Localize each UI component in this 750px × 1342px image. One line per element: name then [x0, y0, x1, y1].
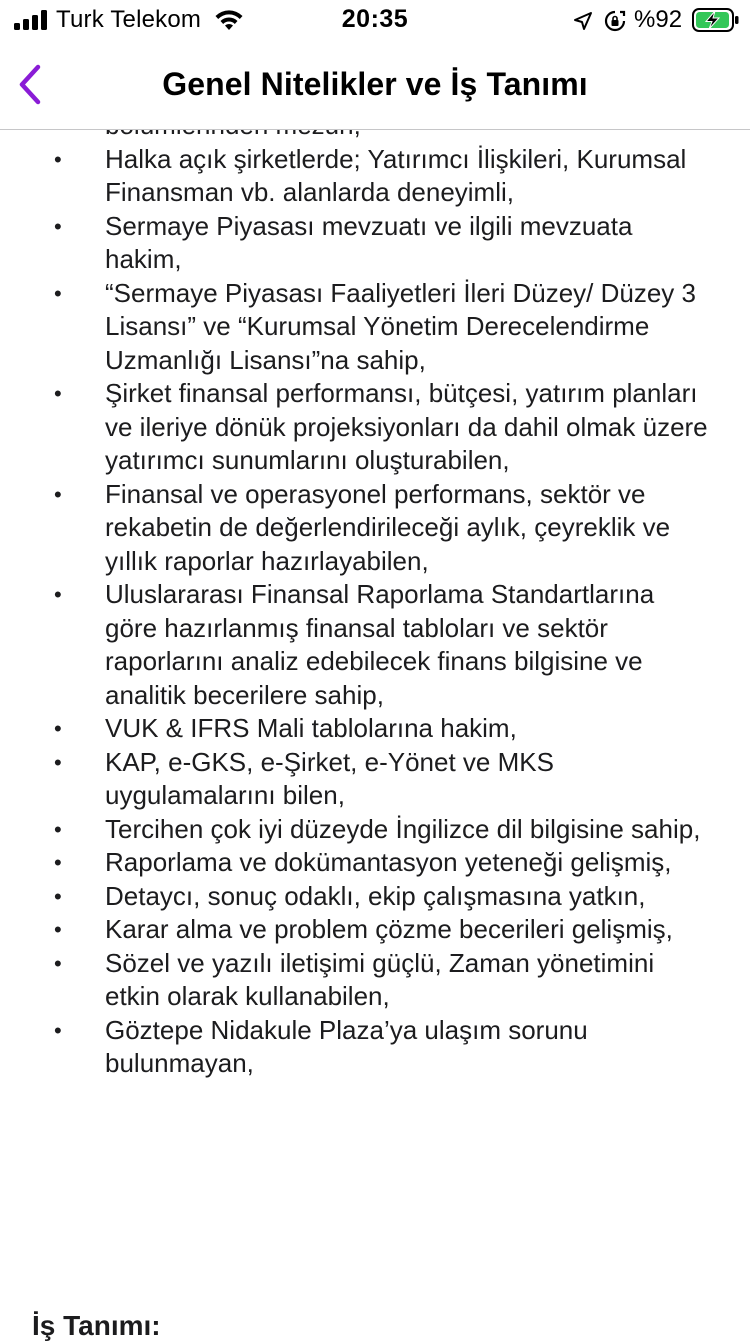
- list-item: [0, 377, 750, 478]
- bullet-icon: •: [54, 381, 62, 406]
- battery-percent: %92: [634, 6, 683, 33]
- list-item: [0, 143, 750, 210]
- list-item-text: Halka açık şirketlerde; Yatırımcı İlişkileri, Kurumsal Finansman vb. alanlarda deneyimli,: [105, 143, 687, 207]
- requirements-list: [0, 109, 750, 1081]
- bullet-icon: •: [54, 883, 62, 909]
- list-item-text: “Sermaye Piyasası Faaliyetleri İleri Düzey/ Düzey 3 Lisansı” ve “Kurumsal Yönetim Derecelendirme Uzmanlığı Lisansı”na sahip,: [105, 277, 696, 375]
- bullet-icon: •: [54, 213, 62, 239]
- list-item: [0, 1014, 750, 1081]
- list-item: [0, 846, 750, 880]
- list-item-text: Raporlama ve dokümantasyon yeteneği gelişmiş,: [105, 847, 672, 877]
- list-item-text: Uluslararası Finansal Raporlama Standartlarına göre hazırlanmış finansal tabloları ve sektör raporlarını analiz edebilecek finans bilgisine ve analitik becerilere sahip,: [105, 579, 655, 710]
- carrier-name: Turk Telekom: [56, 6, 202, 33]
- section-heading: İş Tanımı:: [32, 1310, 161, 1341]
- lock-rotation-icon: [603, 9, 627, 33]
- list-item-text: Detaycı, sonuç odaklı, ekip çalışmasına yatkın,: [105, 880, 646, 911]
- bullet-icon: •: [54, 716, 62, 741]
- bullet-icon: •: [54, 280, 62, 306]
- content-scroll-area[interactable]: [0, 129, 750, 1341]
- list-item-text: Tercihen çok iyi düzeyde İngilizce dil bilgisine sahip,: [105, 813, 701, 844]
- battery-charging-icon: [692, 8, 740, 32]
- list-item-text: VUK & IFRS Mali tablolarına hakim,: [105, 713, 517, 743]
- bullet-icon: •: [54, 850, 62, 875]
- list-item: [0, 478, 750, 579]
- location-icon: [573, 11, 593, 31]
- list-item-text: Şirket finansal performansı, bütçesi, yatırım planları ve ileriye dönük projeksiyonları da dahil olmak üzere yatırımcı sunumlarını oluşturabilen,: [105, 378, 708, 475]
- list-item: [0, 712, 750, 746]
- list-item-text: Karar alma ve problem çözme becerileri gelişmiş,: [105, 914, 673, 944]
- list-item: [0, 578, 750, 712]
- list-item: [0, 277, 750, 378]
- list-item-text: Finansal ve operasyonel performans, sektör ve rekabetin de değerlendirileceği aylık, çeyreklik ve yıllık raporlar hazırlayabilen,: [105, 478, 671, 576]
- status-bar: [0, 0, 750, 40]
- bullet-icon: •: [54, 950, 62, 976]
- list-item: [0, 947, 750, 1014]
- bullet-icon: •: [54, 816, 62, 842]
- bullet-icon: •: [54, 749, 62, 775]
- bullet-icon: •: [54, 1017, 62, 1043]
- list-item-text: Sermaye Piyasası mevzuatı ve ilgili mevzuata hakim,: [105, 210, 633, 274]
- list-item: [0, 880, 750, 914]
- bullet-icon: •: [54, 582, 62, 607]
- list-item: [0, 913, 750, 947]
- bullet-icon: •: [54, 146, 62, 172]
- list-item: [0, 813, 750, 847]
- bullet-icon: •: [54, 917, 62, 942]
- bullet-icon: •: [54, 481, 62, 507]
- list-item-text: Göztepe Nidakule Plaza’ya ulaşım sorunu bulunmayan,: [105, 1014, 588, 1078]
- page-title: Genel Nitelikler ve İş Tanımı: [162, 66, 588, 102]
- list-item-text: KAP, e-GKS, e-Şirket, e-Yönet ve MKS uygulamalarını bilen,: [105, 746, 554, 810]
- list-item-text: Sözel ve yazılı iletişimi güçlü, Zaman yönetimini etkin olarak kullanabilen,: [105, 947, 655, 1011]
- status-time: 20:35: [341, 5, 409, 33]
- list-item: [0, 746, 750, 813]
- navigation-bar: [0, 40, 750, 130]
- list-item: [0, 210, 750, 277]
